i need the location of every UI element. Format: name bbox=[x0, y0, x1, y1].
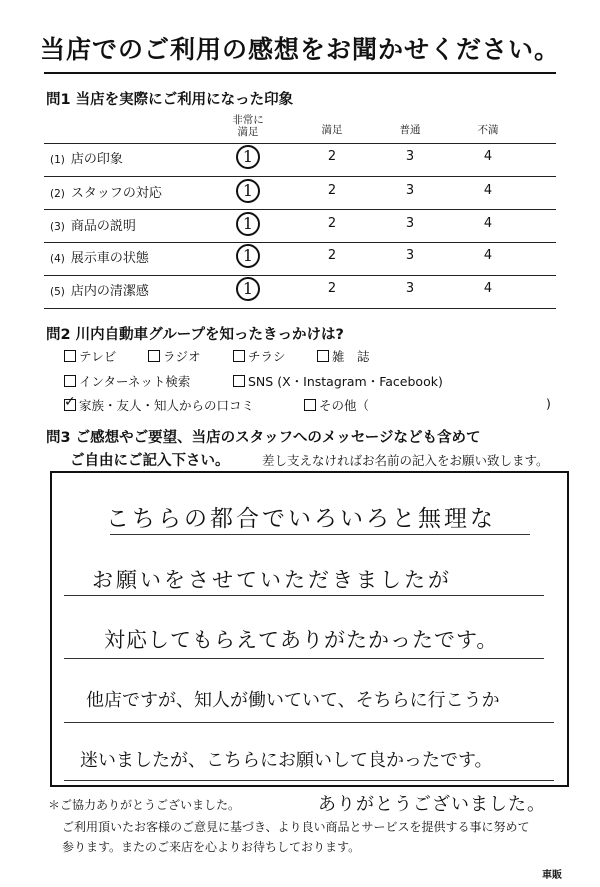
table-rule bbox=[44, 143, 556, 144]
score-option-s4[interactable]: 4 bbox=[483, 248, 493, 263]
score-option-s2[interactable]: 2 bbox=[327, 149, 337, 164]
q1-row-label bbox=[50, 182, 162, 201]
department-tag: 車販 bbox=[542, 870, 562, 881]
writing-line bbox=[64, 595, 544, 596]
handwritten-line-4: 他店ですが、知人が働いていて、そちらに行こうか bbox=[86, 690, 500, 711]
checkbox[interactable] bbox=[304, 399, 316, 411]
option-label: テレビ bbox=[79, 349, 117, 364]
score-option-s3[interactable]: 3 bbox=[405, 281, 415, 296]
col-header-line2: 満足 bbox=[237, 126, 259, 138]
table-rule bbox=[44, 209, 556, 210]
option-tv[interactable] bbox=[64, 347, 116, 365]
option-radio[interactable] bbox=[148, 347, 201, 365]
checkbox[interactable] bbox=[233, 350, 245, 362]
q1-row-label bbox=[50, 280, 149, 299]
score-option-s2[interactable]: 2 bbox=[327, 216, 337, 231]
selected-score-circle[interactable]: 1 bbox=[236, 145, 260, 169]
q1-heading: 問1 当店を実際にご利用になった印象 bbox=[46, 92, 294, 108]
option-label: その他（ bbox=[319, 398, 370, 413]
checkbox[interactable] bbox=[64, 350, 76, 362]
row-text: 店内の清潔感 bbox=[70, 284, 149, 299]
option-other[interactable] bbox=[304, 396, 369, 414]
score-option-s3[interactable]: 3 bbox=[405, 216, 415, 231]
row-number: (5) bbox=[50, 286, 65, 298]
table-rule bbox=[44, 242, 556, 243]
option-label: 家族・友人・知人からの口コミ bbox=[79, 398, 255, 413]
option-label: チラシ bbox=[248, 349, 286, 364]
table-rule bbox=[44, 308, 556, 309]
col-header-dissatisfied: 不満 bbox=[477, 124, 499, 136]
score-option-s4[interactable]: 4 bbox=[483, 183, 493, 198]
score-option-s3[interactable]: 3 bbox=[405, 183, 415, 198]
handwritten-signoff: ありがとうございました。 bbox=[318, 794, 546, 815]
writing-line bbox=[64, 658, 544, 659]
handwritten-line-1: こちらの都合でいろいろと無理な bbox=[106, 506, 496, 532]
score-option-s3[interactable]: 3 bbox=[405, 248, 415, 263]
option-internet-search[interactable] bbox=[64, 372, 190, 390]
option-label: インターネット検索 bbox=[79, 374, 191, 389]
selected-score-circle[interactable]: 1 bbox=[236, 277, 260, 301]
option-label: ラジオ bbox=[163, 349, 201, 364]
table-rule bbox=[44, 176, 556, 177]
q3-heading: 問3 ご感想やご要望、当店のスタッフへのメッセージなども含めて bbox=[46, 430, 481, 446]
footer-thanks: ＊ご協力ありがとうございました。 bbox=[48, 798, 241, 812]
row-number: (4) bbox=[50, 253, 65, 265]
footer-line-2: ご利用頂いたお客様のご意見に基づき、より良い商品とサービスを提供する事に努めて bbox=[62, 820, 530, 834]
q1-row-label bbox=[50, 247, 149, 266]
option-word-of-mouth[interactable] bbox=[64, 396, 254, 414]
col-header-line1: 非常に bbox=[232, 114, 264, 126]
col-header-very-satisfied bbox=[226, 114, 270, 138]
q1-row-label bbox=[50, 148, 123, 167]
checkbox[interactable] bbox=[148, 350, 160, 362]
q3-name-note: 差し支えなければお名前の記入をお願い致します。 bbox=[262, 453, 549, 468]
option-other-close: ) bbox=[546, 396, 551, 411]
score-option-s2[interactable]: 2 bbox=[327, 248, 337, 263]
table-rule bbox=[44, 275, 556, 276]
row-text: 展示車の状態 bbox=[70, 251, 149, 266]
selected-score-circle[interactable]: 1 bbox=[236, 244, 260, 268]
col-header-normal: 普通 bbox=[399, 124, 421, 136]
row-number: (2) bbox=[50, 188, 65, 200]
score-option-s4[interactable]: 4 bbox=[483, 216, 493, 231]
score-option-s2[interactable]: 2 bbox=[327, 183, 337, 198]
q3-heading-line2: ご自由にご記入下さい。 bbox=[70, 453, 230, 469]
handwritten-line-5: 迷いましたが、こちらにお願いして良かったです。 bbox=[80, 750, 493, 771]
row-text: スタッフの対応 bbox=[70, 186, 162, 201]
option-flyer[interactable] bbox=[233, 347, 286, 365]
score-option-s4[interactable]: 4 bbox=[483, 149, 493, 164]
option-magazine[interactable] bbox=[317, 347, 370, 365]
checkbox[interactable] bbox=[64, 375, 76, 387]
checkbox-checked[interactable] bbox=[64, 394, 76, 411]
row-text: 店の印象 bbox=[70, 152, 123, 167]
option-sns[interactable] bbox=[233, 372, 443, 390]
score-option-s4[interactable]: 4 bbox=[483, 281, 493, 296]
score-option-s2[interactable]: 2 bbox=[327, 281, 337, 296]
row-number: (3) bbox=[50, 221, 65, 233]
title-underline bbox=[44, 72, 556, 74]
q1-row-label bbox=[50, 215, 136, 234]
selected-score-circle[interactable]: 1 bbox=[236, 179, 260, 203]
selected-score-circle[interactable]: 1 bbox=[236, 212, 260, 236]
row-text: 商品の説明 bbox=[70, 219, 136, 234]
page-title: 当店でのご利用の感想をお聞かせください。 bbox=[39, 35, 560, 64]
q2-heading: 問2 川内自動車グループを知ったきっかけは? bbox=[46, 327, 344, 343]
writing-line bbox=[64, 780, 554, 781]
checkbox[interactable] bbox=[233, 375, 245, 387]
handwritten-line-2: お願いをさせていただきましたが bbox=[92, 568, 452, 592]
checkbox[interactable] bbox=[317, 350, 329, 362]
col-header-satisfied: 満足 bbox=[321, 124, 343, 136]
option-label: SNS (X・Instagram・Facebook) bbox=[248, 374, 443, 389]
check-mark-icon: ✓ bbox=[64, 394, 76, 410]
handwritten-line-3: 対応してもらえてありがたかったです。 bbox=[104, 628, 499, 652]
writing-line bbox=[110, 534, 530, 535]
row-number: (1) bbox=[50, 154, 65, 166]
writing-line bbox=[64, 722, 554, 723]
option-label: 雑 誌 bbox=[332, 349, 370, 364]
footer-line-3: 参ります。またのご来店を心よりお待ちしております。 bbox=[62, 840, 361, 854]
score-option-s3[interactable]: 3 bbox=[405, 149, 415, 164]
